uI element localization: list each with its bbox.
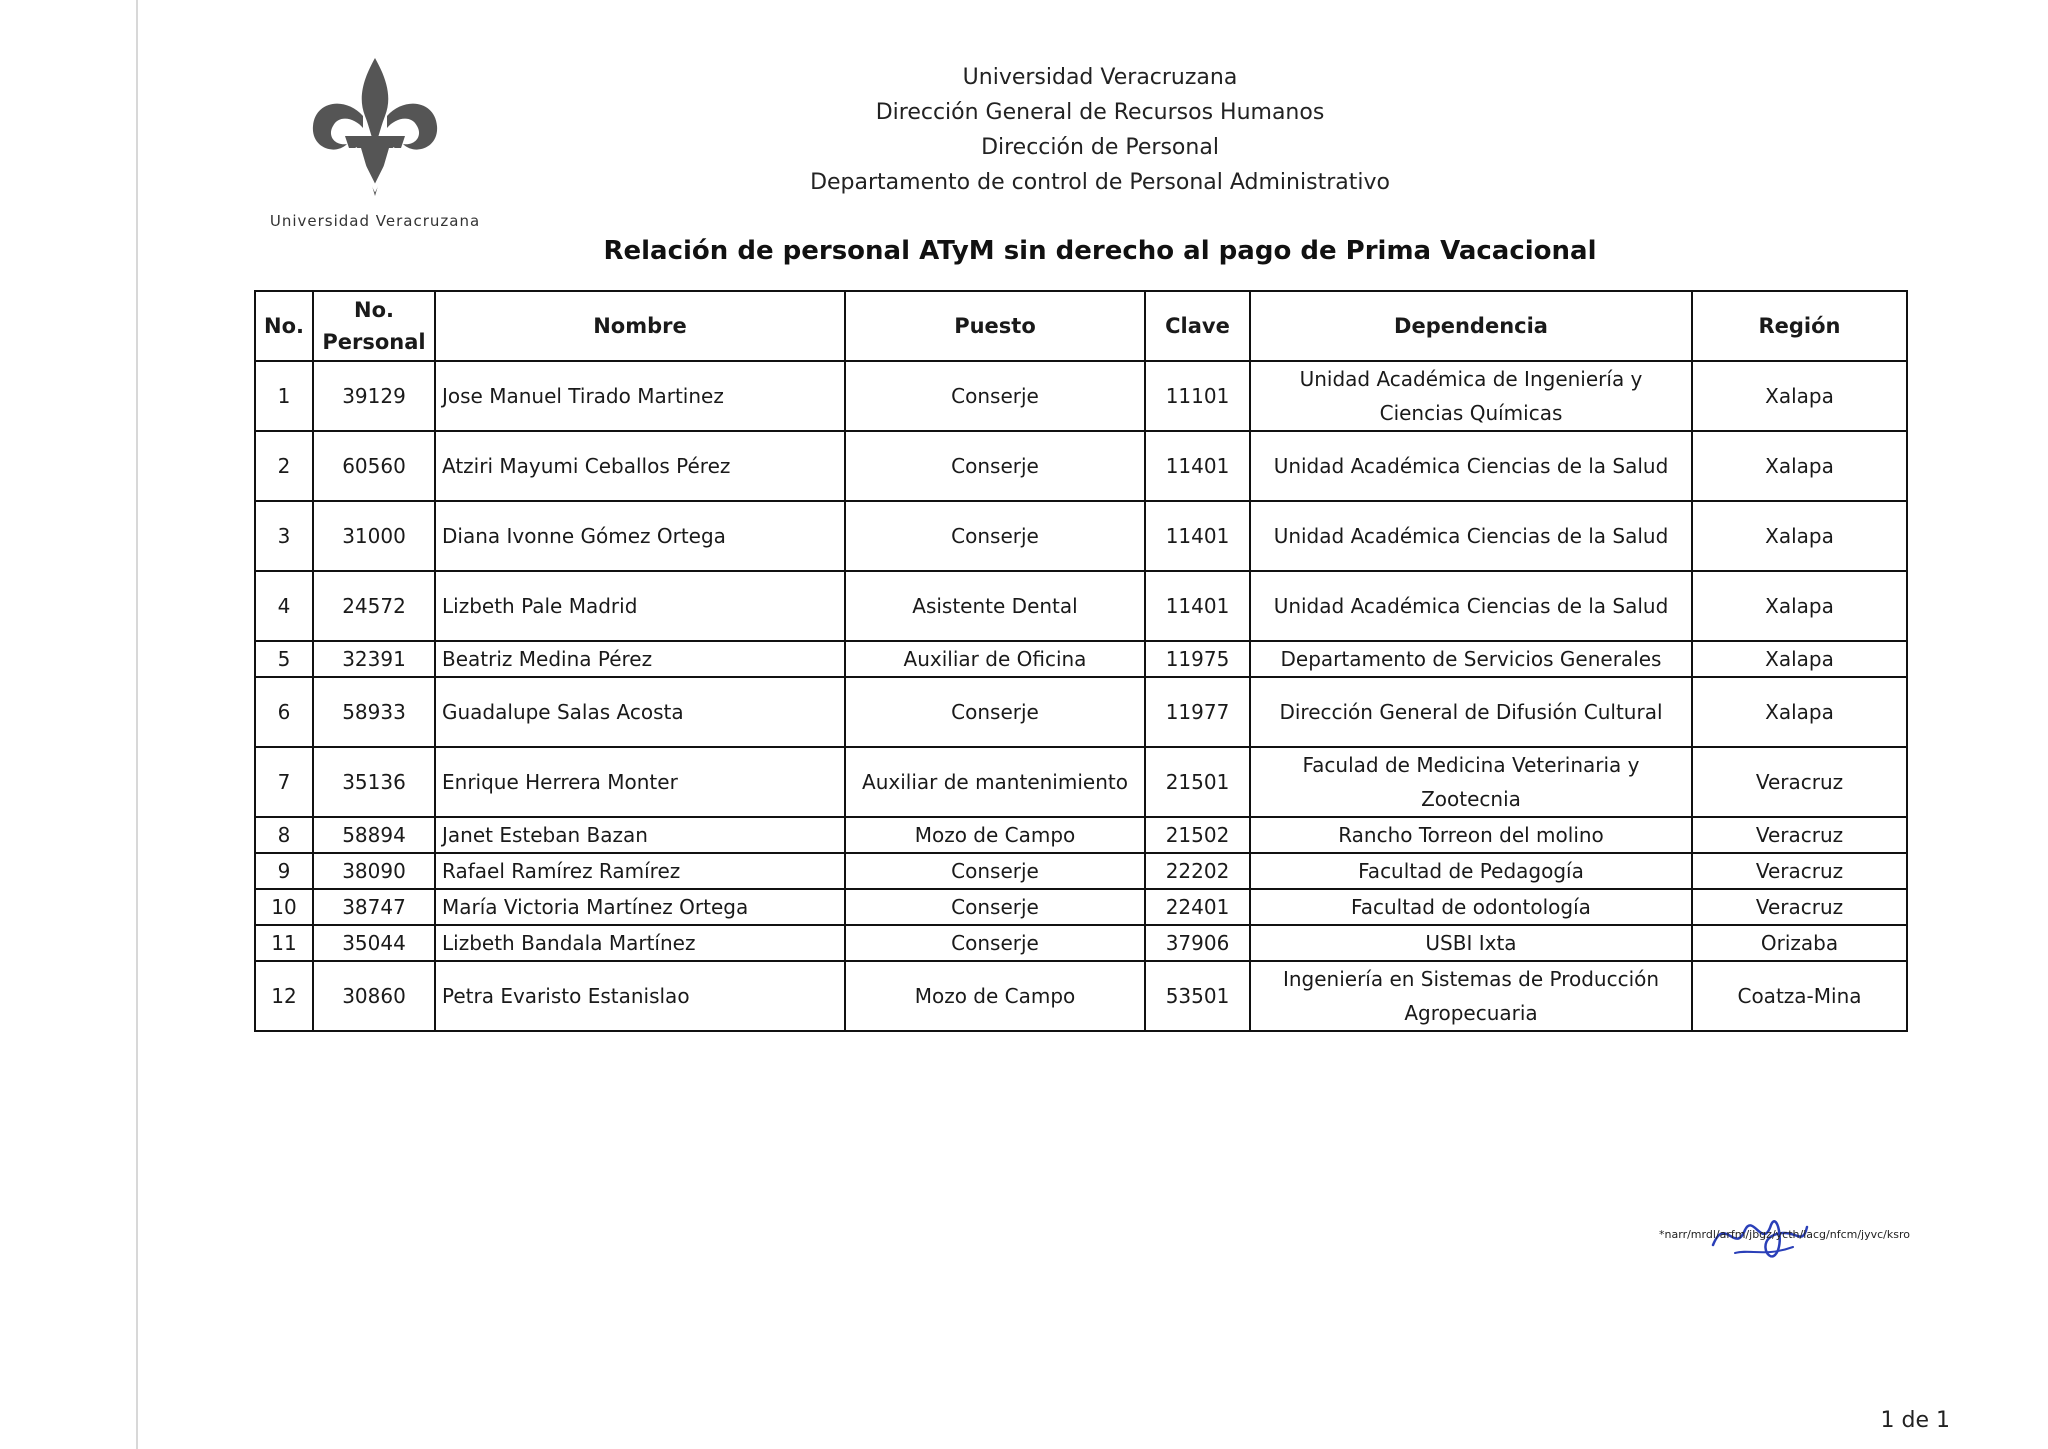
cell-dependencia: USBI Ixta — [1250, 925, 1692, 961]
cell-no: 7 — [255, 747, 313, 817]
cell-region: Xalapa — [1692, 677, 1907, 747]
table-header-row — [255, 291, 1907, 361]
header-line: Departamento de control de Personal Administrativo — [810, 170, 1390, 195]
cell-puesto: Mozo de Campo — [845, 817, 1145, 853]
cell-puesto: Conserje — [845, 925, 1145, 961]
cell-region: Xalapa — [1692, 361, 1907, 431]
scan-edge-line — [136, 0, 138, 1449]
document-title: Relación de personal ATyM sin derecho al pago de Prima Vacacional — [603, 236, 1597, 266]
cell-dependencia: Facultad de Pedagogía — [1250, 853, 1692, 889]
cell-nombre: Lizbeth Pale Madrid — [435, 571, 845, 641]
cell-dependencia: Dirección General de Difusión Cultural — [1250, 677, 1692, 747]
header-line: Dirección General de Recursos Humanos — [875, 100, 1325, 125]
table-row — [255, 961, 1907, 1031]
table-row — [255, 925, 1907, 961]
page-number: 1 de 1 — [1880, 1408, 1950, 1433]
cell-no: 12 — [255, 961, 313, 1031]
cell-personal: 35044 — [313, 925, 435, 961]
cell-region: Xalapa — [1692, 501, 1907, 571]
cell-clave: 21501 — [1145, 747, 1250, 817]
cell-clave: 22202 — [1145, 853, 1250, 889]
cell-dependencia: Facultad de odontología — [1250, 889, 1692, 925]
cell-personal: 39129 — [313, 361, 435, 431]
header-line: Universidad Veracruzana — [962, 65, 1238, 90]
cell-puesto: Mozo de Campo — [845, 961, 1145, 1031]
cell-personal: 30860 — [313, 961, 435, 1031]
cell-clave: 11401 — [1145, 501, 1250, 571]
cell-dependencia: Unidad Académica Ciencias de la Salud — [1250, 571, 1692, 641]
table-row — [255, 641, 1907, 677]
column-header-personal: No. Personal — [313, 291, 435, 361]
cell-puesto: Conserje — [845, 677, 1145, 747]
cell-nombre: Rafael Ramírez Ramírez — [435, 853, 845, 889]
cell-personal: 58894 — [313, 817, 435, 853]
cell-puesto: Auxiliar de Oficina — [845, 641, 1145, 677]
table-row — [255, 747, 1907, 817]
cell-clave: 37906 — [1145, 925, 1250, 961]
header-line: Dirección de Personal — [981, 135, 1219, 160]
cell-region: Orizaba — [1692, 925, 1907, 961]
cell-no: 3 — [255, 501, 313, 571]
table-row — [255, 501, 1907, 571]
column-header-region: Región — [1692, 291, 1907, 361]
cell-dependencia: Departamento de Servicios Generales — [1250, 641, 1692, 677]
cell-region: Xalapa — [1692, 571, 1907, 641]
cell-region: Veracruz — [1692, 747, 1907, 817]
cell-personal: 24572 — [313, 571, 435, 641]
cell-personal: 35136 — [313, 747, 435, 817]
table-row — [255, 889, 1907, 925]
cell-personal: 38747 — [313, 889, 435, 925]
cell-no: 6 — [255, 677, 313, 747]
column-header-puesto: Puesto — [845, 291, 1145, 361]
cell-puesto: Asistente Dental — [845, 571, 1145, 641]
initials-footnote: *narr/mrdl/arfm/jbgz/ycth/lacg/nfcm/jyvc/ksro — [1659, 1228, 1910, 1241]
cell-region: Veracruz — [1692, 853, 1907, 889]
cell-nombre: Janet Esteban Bazan — [435, 817, 845, 853]
cell-no: 5 — [255, 641, 313, 677]
cell-nombre: Lizbeth Bandala Martínez — [435, 925, 845, 961]
table-row — [255, 431, 1907, 501]
column-header-no: No. — [255, 291, 313, 361]
cell-dependencia: Unidad Académica Ciencias de la Salud — [1250, 431, 1692, 501]
cell-region: Coatza-Mina — [1692, 961, 1907, 1031]
cell-clave: 53501 — [1145, 961, 1250, 1031]
cell-no: 4 — [255, 571, 313, 641]
cell-dependencia: Rancho Torreon del molino — [1250, 817, 1692, 853]
cell-puesto: Conserje — [845, 361, 1145, 431]
cell-nombre: Atziri Mayumi Ceballos Pérez — [435, 431, 845, 501]
cell-nombre: Beatriz Medina Pérez — [435, 641, 845, 677]
table-row — [255, 361, 1907, 431]
cell-region: Veracruz — [1692, 889, 1907, 925]
cell-personal: 38090 — [313, 853, 435, 889]
table-row — [255, 677, 1907, 747]
cell-dependencia: Faculad de Medicina Veterinaria y Zootecnia — [1250, 747, 1692, 817]
cell-dependencia: Ingeniería en Sistemas de Producción Agropecuaria — [1250, 961, 1692, 1031]
cell-region: Xalapa — [1692, 641, 1907, 677]
cell-puesto: Conserje — [845, 431, 1145, 501]
cell-region: Xalapa — [1692, 431, 1907, 501]
cell-puesto: Conserje — [845, 889, 1145, 925]
cell-clave: 21502 — [1145, 817, 1250, 853]
cell-personal: 58933 — [313, 677, 435, 747]
staff-table — [254, 290, 1908, 1032]
column-header-dependencia: Dependencia — [1250, 291, 1692, 361]
cell-dependencia: Unidad Académica de Ingeniería y Ciencias Químicas — [1250, 361, 1692, 431]
cell-puesto: Conserje — [845, 501, 1145, 571]
column-header-clave: Clave — [1145, 291, 1250, 361]
table-row — [255, 571, 1907, 641]
cell-no: 11 — [255, 925, 313, 961]
flor-de-lis-logo-icon — [305, 56, 445, 206]
cell-clave: 11401 — [1145, 571, 1250, 641]
cell-no: 10 — [255, 889, 313, 925]
cell-no: 8 — [255, 817, 313, 853]
cell-clave: 11977 — [1145, 677, 1250, 747]
cell-nombre: Enrique Herrera Monter — [435, 747, 845, 817]
cell-personal: 60560 — [313, 431, 435, 501]
cell-clave: 11101 — [1145, 361, 1250, 431]
cell-nombre: Guadalupe Salas Acosta — [435, 677, 845, 747]
cell-nombre: Jose Manuel Tirado Martinez — [435, 361, 845, 431]
institution-header — [700, 60, 1500, 200]
table-row — [255, 817, 1907, 853]
cell-clave: 11975 — [1145, 641, 1250, 677]
cell-puesto: Auxiliar de mantenimiento — [845, 747, 1145, 817]
cell-personal: 32391 — [313, 641, 435, 677]
cell-nombre: Petra Evaristo Estanislao — [435, 961, 845, 1031]
cell-dependencia: Unidad Académica Ciencias de la Salud — [1250, 501, 1692, 571]
table-row — [255, 853, 1907, 889]
cell-puesto: Conserje — [845, 853, 1145, 889]
cell-clave: 22401 — [1145, 889, 1250, 925]
logo-caption: Universidad Veracruzana — [269, 212, 481, 230]
cell-no: 2 — [255, 431, 313, 501]
cell-no: 9 — [255, 853, 313, 889]
cell-personal: 31000 — [313, 501, 435, 571]
cell-no: 1 — [255, 361, 313, 431]
university-logo — [255, 56, 495, 236]
cell-nombre: María Victoria Martínez Ortega — [435, 889, 845, 925]
cell-clave: 11401 — [1145, 431, 1250, 501]
cell-region: Veracruz — [1692, 817, 1907, 853]
column-header-nombre: Nombre — [435, 291, 845, 361]
cell-nombre: Diana Ivonne Gómez Ortega — [435, 501, 845, 571]
